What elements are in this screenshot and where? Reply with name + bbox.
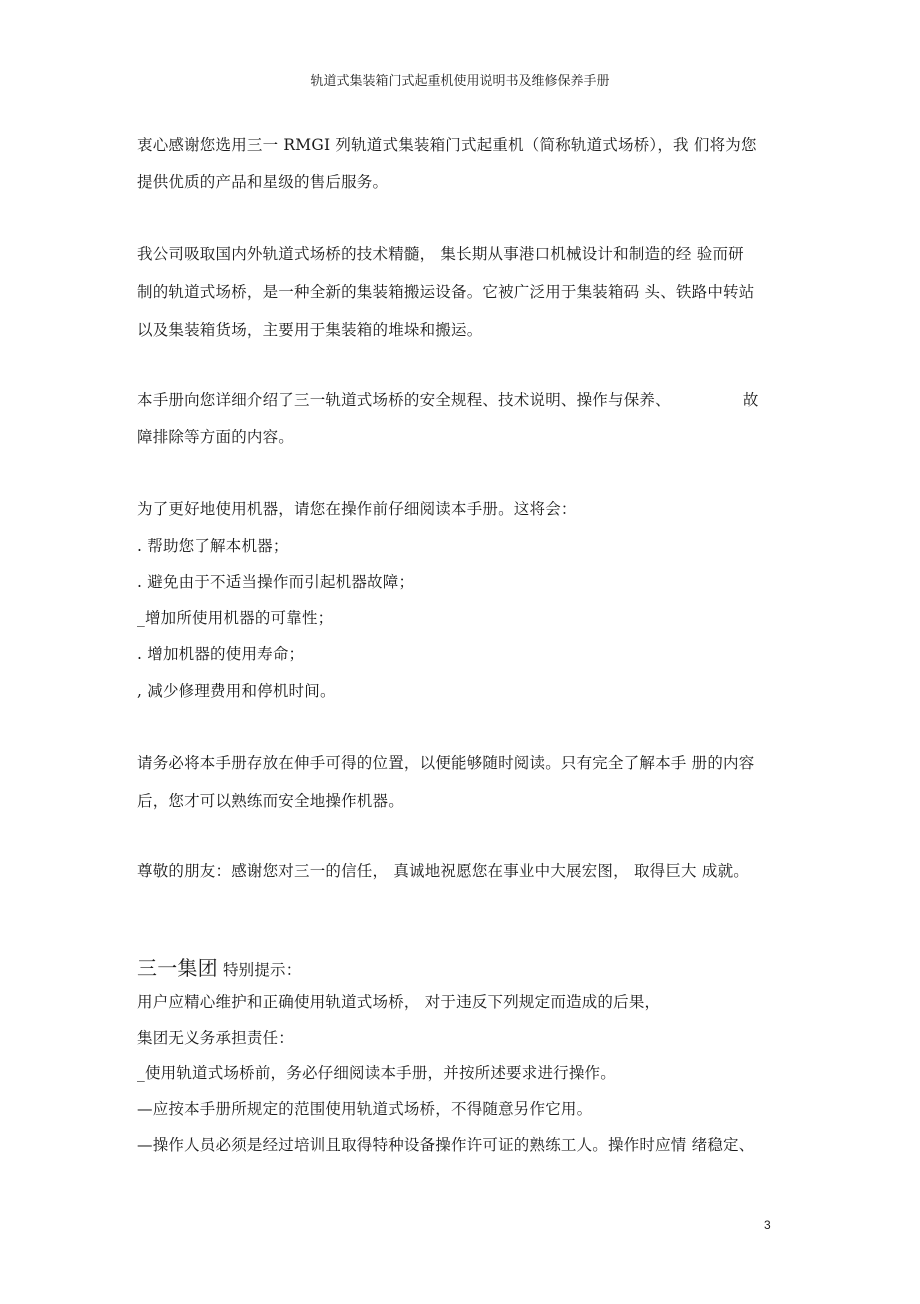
paragraph-3-line-1a: 本手册向您详细介绍了三一轨道式场桥的安全规程、技术说明、操作与保养、 — [137, 391, 671, 409]
notice-line-5: —操作人员必须是经过培训且取得特种设备操作许可证的熟练工人。操作时应情 绪稳定、 — [137, 1136, 755, 1154]
benefit-item-3: _增加所使用机器的可靠性； — [137, 609, 334, 627]
paragraph-2-line-3: 以及集装箱货场，主要用于集装箱的堆垛和搬运。 — [137, 321, 483, 339]
benefit-item-4: . 增加机器的使用寿命； — [137, 645, 305, 663]
paragraph-5-line-1: 请务必将本手册存放在伸手可得的位置，以便能够随时阅读。只有完全了解本手 册的内容 — [137, 754, 755, 772]
paragraph-2-line-2: 制的轨道式场桥，是一种全新的集装箱搬运设备。它被广泛用于集装箱码 头、铁路中转站 — [137, 283, 755, 301]
benefit-item-2: . 避免由于不适当操作而引起机器故障； — [137, 573, 415, 591]
notice-line-4: —应按本手册所规定的范围使用轨道式场桥，不得随意另作它用。 — [137, 1100, 593, 1118]
paragraph-1-line-1: 衷心感谢您选用三一 RMGI 列轨道式集装箱门式起重机（简称轨道式场桥），我 们将为您 — [137, 136, 757, 154]
notice-title: 特别提示： — [222, 961, 302, 979]
paragraph-3-line-1 — [137, 388, 759, 410]
paragraph-3-line-2: 障排除等方面的内容。 — [137, 428, 295, 446]
notice-line-3: _使用轨道式场桥前，务必仔细阅读本手册，并按所述要求进行操作。 — [137, 1064, 616, 1082]
reading-intro: 为了更好地使用机器，请您在操作前仔细阅读本手册。这将会： — [137, 500, 577, 518]
benefit-item-5: , 减少修理费用和停机时间。 — [137, 682, 336, 700]
paragraph-1-line-2: 提供优质的产品和星级的售后服务。 — [137, 173, 389, 191]
paragraph-5-line-2: 后，您才可以熟练而安全地操作机器。 — [137, 792, 404, 810]
notice-line-1: 用户应精心维护和正确使用轨道式场桥， 对于违反下列规定而造成的后果， — [137, 993, 661, 1011]
closing-greeting: 尊敬的朋友：感谢您对三一的信任， 真诚地祝愿您在事业中大展宏图， 取得巨大 成就。 — [137, 862, 749, 880]
notice-line-2: 集团无义务承担责任： — [137, 1029, 295, 1047]
notice-heading — [137, 952, 301, 981]
paragraph-3-line-1b: 故 — [742, 391, 759, 409]
benefit-item-1: . 帮助您了解本机器； — [137, 537, 289, 555]
company-brand: 三一集团 — [137, 956, 218, 980]
page-header: 轨道式集装箱门式起重机使用说明书及维修保养手册 — [310, 74, 610, 89]
page-number: 3 — [764, 1218, 771, 1232]
paragraph-2-line-1: 我公司吸取国内外轨道式场桥的技术精髓， 集长期从事港口机械设计和制造的经 验而研 — [137, 245, 744, 263]
